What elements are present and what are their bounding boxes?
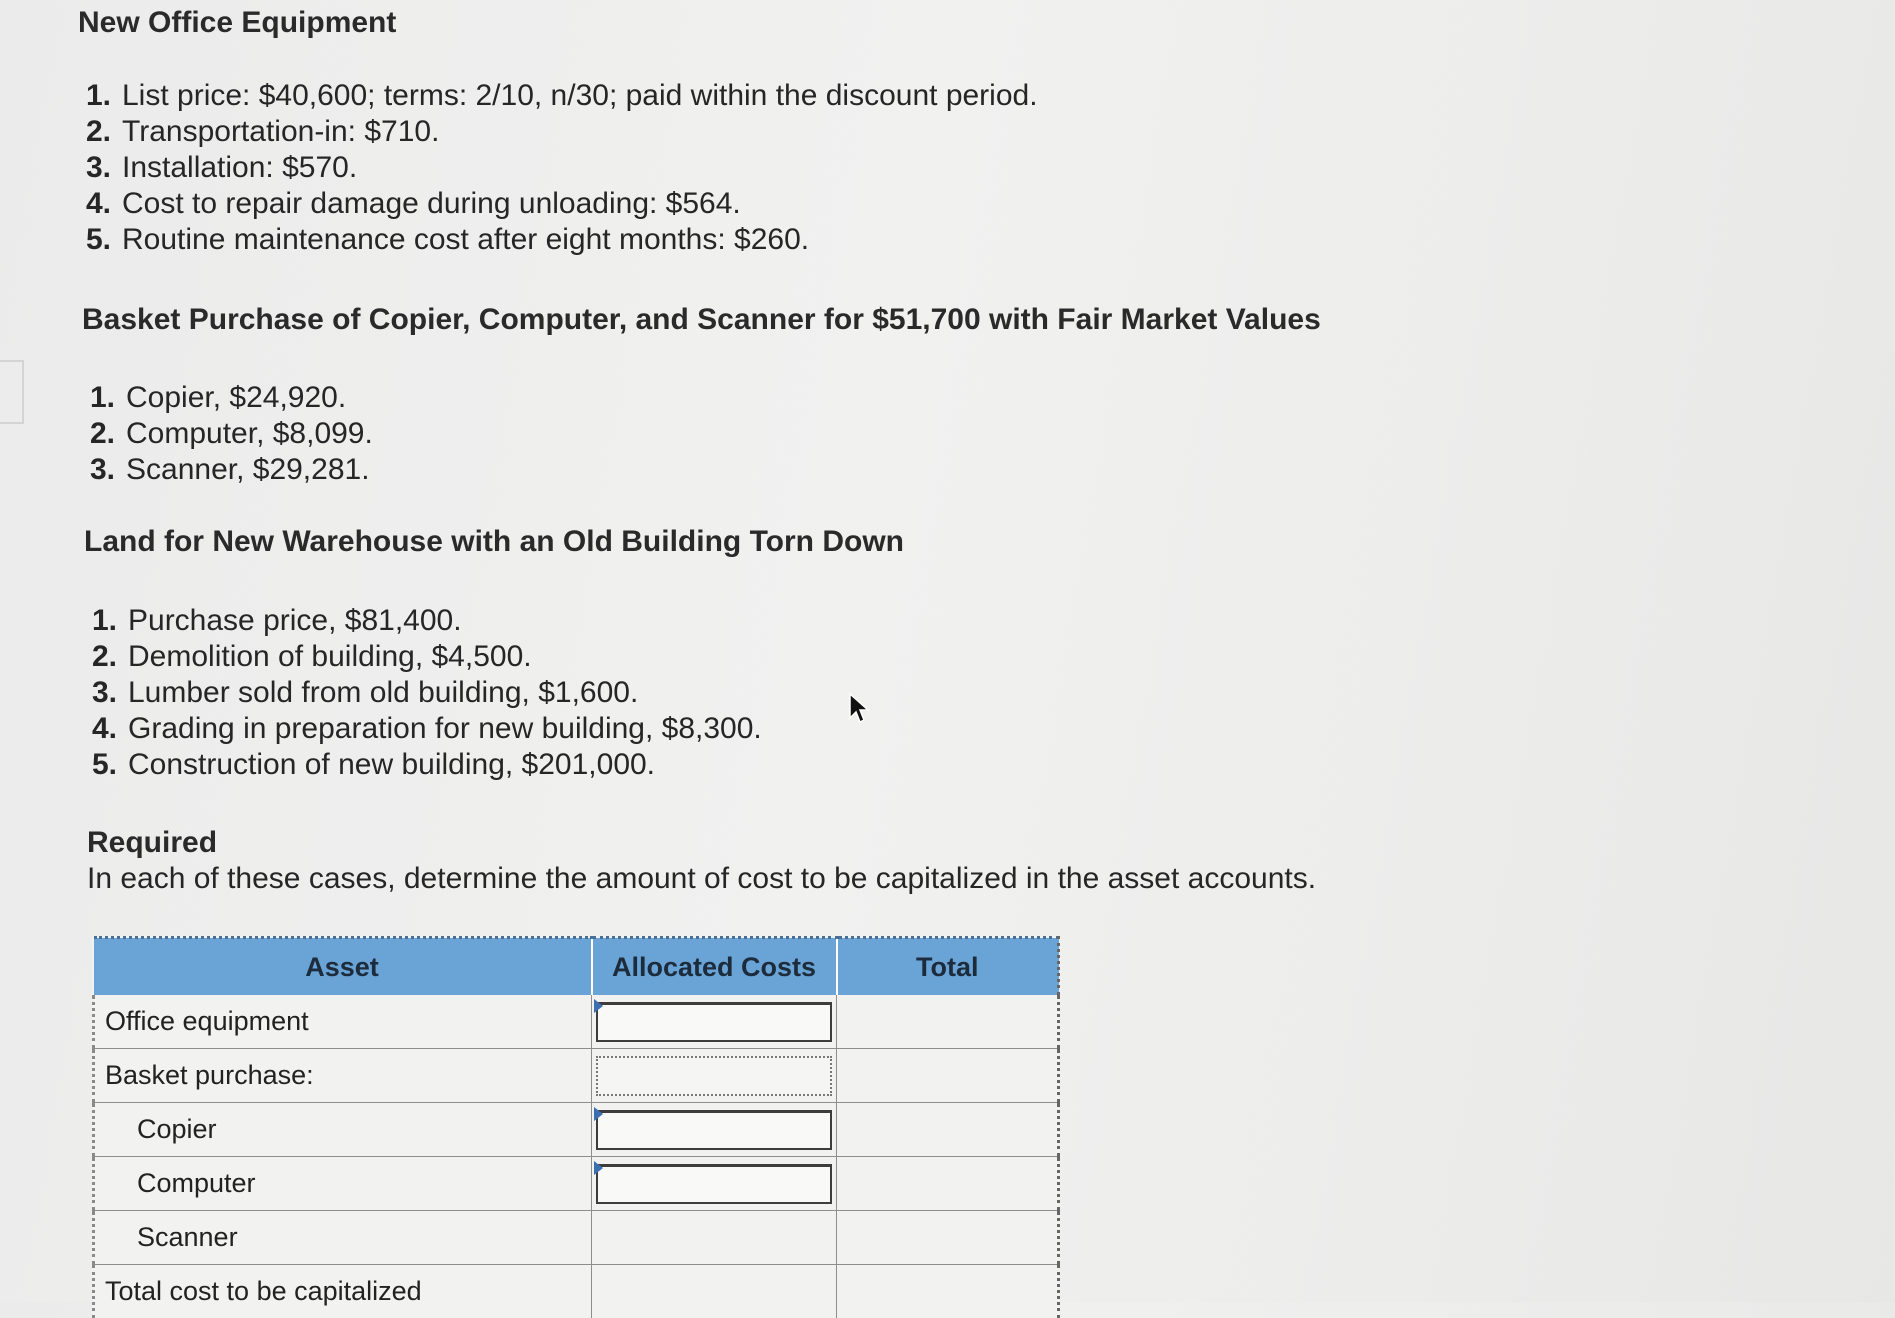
list-item: 3. Scanner, $29,281. bbox=[90, 452, 373, 488]
copier-total-cell[interactable] bbox=[837, 1103, 1059, 1157]
row-label-office-equipment: Office equipment bbox=[94, 995, 592, 1049]
row-label-scanner: Scanner bbox=[94, 1211, 592, 1265]
section-title-land-warehouse: Land for New Warehouse with an Old Building Torn Down bbox=[84, 525, 904, 559]
table-row bbox=[94, 995, 1059, 1049]
row-label-copier: Copier bbox=[94, 1103, 592, 1157]
list-item: 2. Transportation-in: $710. bbox=[86, 114, 1038, 150]
list-item: 1. List price: $40,600; terms: 2/10, n/30; paid within the discount period. bbox=[86, 78, 1038, 114]
table-row bbox=[94, 1265, 1059, 1318]
basket-purchase-allocated-cell bbox=[592, 1049, 837, 1103]
column-header-asset: Asset bbox=[94, 938, 592, 996]
computer-allocated-input[interactable] bbox=[596, 1164, 832, 1204]
section-title-basket-purchase: Basket Purchase of Copier, Computer, and Scanner for $51,700 with Fair Market Values bbox=[82, 303, 1321, 337]
triangle-marker-icon bbox=[594, 1107, 603, 1121]
list-item: 5. Construction of new building, $201,000. bbox=[92, 747, 762, 783]
row-label-basket-purchase: Basket purchase: bbox=[94, 1049, 592, 1103]
triangle-marker-icon bbox=[594, 999, 603, 1013]
land-warehouse-list bbox=[92, 603, 762, 783]
basket-purchase-list bbox=[90, 380, 373, 488]
basket-purchase-allocated-input[interactable] bbox=[596, 1056, 832, 1096]
total-cost-total-cell[interactable] bbox=[837, 1265, 1059, 1318]
computer-total-cell[interactable] bbox=[837, 1157, 1059, 1211]
mouse-pointer-icon bbox=[848, 692, 872, 726]
list-item: 1. Purchase price, $81,400. bbox=[92, 603, 762, 639]
office-equipment-allocated-input[interactable] bbox=[596, 1002, 832, 1042]
table-header-row bbox=[94, 938, 1059, 996]
required-label: Required bbox=[87, 826, 217, 860]
list-item: 2. Computer, $8,099. bbox=[90, 416, 373, 452]
list-item: 4. Grading in preparation for new building, $8,300. bbox=[92, 711, 762, 747]
total-cost-allocated-cell[interactable] bbox=[592, 1265, 837, 1318]
list-item: 4. Cost to repair damage during unloading: $564. bbox=[86, 186, 1038, 222]
office-equipment-total-cell[interactable] bbox=[837, 995, 1059, 1049]
table-row bbox=[94, 1103, 1059, 1157]
list-item: 1. Copier, $24,920. bbox=[90, 380, 373, 416]
side-tab[interactable] bbox=[0, 360, 24, 424]
column-header-total: Total bbox=[837, 938, 1059, 996]
capitalized-costs-table bbox=[92, 936, 1060, 1318]
section-title-office-equipment: New Office Equipment bbox=[78, 6, 396, 40]
table-row bbox=[94, 1049, 1059, 1103]
list-item: 5. Routine maintenance cost after eight months: $260. bbox=[86, 222, 1038, 258]
triangle-marker-icon bbox=[594, 1161, 603, 1175]
column-header-allocated-costs: Allocated Costs bbox=[592, 938, 837, 996]
row-label-computer: Computer bbox=[94, 1157, 592, 1211]
basket-purchase-total-cell[interactable] bbox=[837, 1049, 1059, 1103]
copier-allocated-input[interactable] bbox=[596, 1110, 832, 1150]
table-row bbox=[94, 1211, 1059, 1265]
computer-allocated-cell bbox=[592, 1157, 837, 1211]
list-item: 2. Demolition of building, $4,500. bbox=[92, 639, 762, 675]
office-equipment-list bbox=[86, 78, 1038, 258]
row-label-total-cost: Total cost to be capitalized bbox=[94, 1265, 592, 1318]
copier-allocated-cell bbox=[592, 1103, 837, 1157]
table-row bbox=[94, 1157, 1059, 1211]
list-item: 3. Lumber sold from old building, $1,600. bbox=[92, 675, 762, 711]
required-instructions: In each of these cases, determine the amount of cost to be capitalized in the asset accounts. bbox=[87, 862, 1316, 896]
scanner-allocated-cell[interactable] bbox=[592, 1211, 837, 1265]
list-item: 3. Installation: $570. bbox=[86, 150, 1038, 186]
office-equipment-allocated-cell bbox=[592, 995, 837, 1049]
scanner-total-cell[interactable] bbox=[837, 1211, 1059, 1265]
